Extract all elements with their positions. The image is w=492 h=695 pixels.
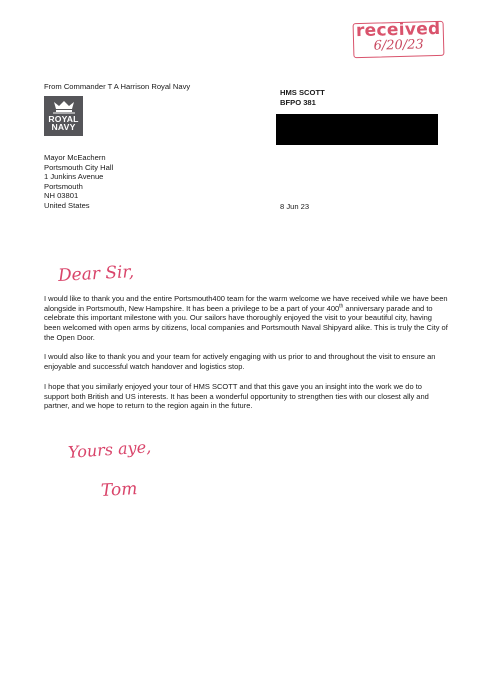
stamp-word: received: [355, 18, 441, 42]
p2-text: I would also like to thank you and your team for actively engaging with us prior to and throughout the visit to ensure an enjoyable and successful watch handover and logistics stop.: [44, 352, 436, 371]
ship-bfpo: BFPO 381: [280, 98, 316, 107]
recipient-address: [44, 153, 224, 211]
address-line: Portsmouth City Hall: [44, 162, 114, 172]
address-line: Mayor McEachern: [44, 153, 106, 162]
p1-text-a: I would like to thank you and the entire Portsmouth400 team for the warm welcome we have received while we have been alongside in Portsmouth, New Hampshire. It has been a privilege to be a part of your 400: [44, 294, 448, 313]
body-paragraph-1: [44, 294, 448, 343]
stamp-date: 6/20/23: [373, 37, 424, 54]
ship-name: HMS SCOTT: [280, 88, 325, 97]
closing: Yours aye,: [67, 437, 152, 462]
royal-navy-logo: [44, 96, 83, 136]
address-line: 1 Junkins Avenue: [44, 172, 104, 182]
redaction-block: [276, 114, 438, 145]
address-line: Portsmouth: [44, 181, 83, 191]
body-paragraph-2: [44, 352, 448, 371]
p1-superscript: th: [339, 303, 344, 310]
body-paragraph-3: [44, 382, 448, 411]
address-line: United States: [44, 200, 90, 210]
letter-date: 8 Jun 23: [280, 202, 310, 211]
crown-anchor-icon: [51, 99, 77, 115]
p3-text: I hope that you similarly enjoyed your tour of HMS SCOTT and that this gave you an insight into the work we do to support both British and US interests. It has been a wonderful opportunity to strengthen ties with our closest ally and partner, and we hope to return to the region again in the future.: [44, 382, 429, 411]
p1-text-b: anniversary parade and to celebrate this important milestone with you. Our sailors have thoroughly enjoyed the visit to your beautiful city, having been welcomed with open arms by citizens, local companies and Portsmouth Naval Shipyard alike. This is truly the City of the Open Door.: [44, 303, 448, 342]
address-line: NH 03801: [44, 191, 79, 201]
sender-line: From Commander T A Harrison Royal Navy: [44, 82, 191, 91]
logo-text-navy: NAVY: [51, 122, 76, 132]
signature: Tom: [100, 479, 138, 501]
logo-text-royal: ROYAL: [48, 114, 79, 124]
salutation: Dear Sir,: [57, 262, 135, 286]
received-stamp: [353, 18, 445, 58]
